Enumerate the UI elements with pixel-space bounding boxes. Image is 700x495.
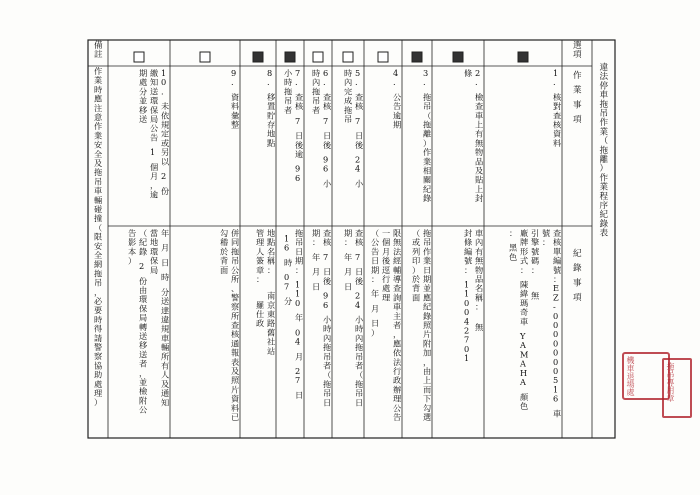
row-6-item: 6 . 查核 7 日後 9 6 小: [323, 68, 332, 189]
row-10-checkbox[interactable]: [134, 52, 144, 62]
row-10-item: 期處分並移送: [139, 68, 148, 124]
row-5-item: 5 . 查核 7 日後 2 4 小: [355, 68, 364, 189]
row-2-checkbox[interactable]: [453, 52, 463, 62]
row-2-item: 條: [464, 68, 473, 78]
row-8-record: 地點名稱： 南京東路舊社站: [267, 228, 276, 356]
row-6-record: 查核 7 日後 9 6 小時內拖吊者（拖吊日: [323, 228, 332, 408]
row-10-record: 當地環保局: [150, 228, 159, 275]
row-4-item: 4 . 公告逾期: [393, 68, 402, 130]
row-1-item: 1 . 核對查核資料: [553, 68, 562, 148]
row-8-item: 8 . 移置貯存地點: [267, 68, 276, 148]
row-3-item: 3 . 拖吊（拖離）作業相關紀錄: [423, 68, 432, 204]
header-record: 紀 錄 事 項: [573, 249, 582, 304]
row-6-record: 期： 年 月 日: [312, 228, 321, 292]
row-9-checkbox[interactable]: [200, 52, 210, 62]
row-4-record: 一個月後逕行處理: [382, 228, 391, 303]
row-7-item: 小時拖吊者: [284, 68, 293, 115]
row-10-record: （紀錄 2 份由環保局轉送移送者，並檢附公: [139, 228, 148, 415]
row-1-checkbox[interactable]: [518, 52, 528, 62]
header-seq: 選項: [573, 41, 582, 61]
row-4-record: （公告日期： 年 月 日）: [371, 228, 380, 338]
row-10-record: 告影本）: [128, 228, 137, 266]
row-1-record: 引擎號碼： 無: [531, 228, 540, 301]
row-10-record: 年 月 日 時 分送達違規車輛所有人及通知: [161, 228, 170, 408]
row-3-checkbox[interactable]: [412, 52, 422, 62]
note-text: 作業時應注意作業安全及拖吊車輛碰撞（限安全網拖吊，必要時得請警察協助處理）: [94, 66, 103, 408]
row-5-checkbox[interactable]: [343, 52, 353, 62]
row-7-checkbox[interactable]: [285, 52, 295, 62]
row-10-item: 繳知送環保局公告 1 個月，逾: [150, 68, 159, 200]
row-7-record: 1 6 時 0 7 分: [284, 233, 293, 307]
row-3-record: （或列印）於背面: [412, 228, 421, 303]
row-1-record: ： 黑色: [509, 228, 518, 262]
row-9-item: 9 . 資料彙整: [231, 68, 240, 130]
header-items: 作 業 事 項: [573, 71, 582, 126]
row-1-record: 號：: [542, 228, 551, 248]
row-6-item: 時內拖吊者: [312, 68, 321, 115]
note-label: 備註: [94, 41, 103, 61]
red-seal-stamp-b: [662, 358, 692, 418]
row-4-record: 限無法經輔導查詢車主者，應依法行政辦理公告: [393, 228, 402, 422]
row-2-item: 2 . 檢查車上有無物品及貼上封: [475, 68, 484, 204]
row-2-record: 車內有無物品名稱： 無: [475, 228, 484, 332]
form-title: 違法停車拖吊作業（拖離）作業程序紀錄表: [599, 63, 609, 239]
row-5-item: 時內完成拖吊: [344, 68, 353, 124]
row-7-item: 7 . 查核 7 日後逾 9 6: [295, 68, 304, 183]
stamp-b-text: 拖吊專用章: [666, 362, 675, 402]
row-3-record: 拖吊作業日期並應紀錄照片附加，由上而下勾選: [423, 228, 432, 422]
row-5-record: 期： 年 月 日: [344, 228, 353, 292]
row-1-record: 廠牌形式： 陳緯瑪奇車 Y A M A H A 顏色: [520, 228, 529, 411]
row-2-record: 封條編號： 1 1 0 0 4 2 7 0 1: [464, 228, 473, 364]
row-5-record: 查核 7 日後 2 4 小時內拖吊者（拖吊日: [355, 228, 364, 408]
row-1-record: 查核單編號： E Z -0 0 0 0 0 0 0 5 1 6 車: [553, 228, 562, 419]
row-10-item: 1 0 . 未依規定或另以 2 份: [161, 68, 170, 196]
row-8-record: 管理人簽章： 羅仕政: [256, 228, 265, 329]
row-4-checkbox[interactable]: [378, 52, 388, 62]
row-7-record: 拖吊日期： 1 1 0 年 0 4 月 2 7 日: [295, 228, 304, 400]
row-9-record: 併同拖吊公所、警察所查核通報表及照片資料已: [231, 228, 240, 422]
stamp-a-text: 機車退場處: [626, 356, 635, 396]
row-8-checkbox[interactable]: [253, 52, 263, 62]
row-6-checkbox[interactable]: [313, 52, 323, 62]
row-9-record: 勾稽於背面: [220, 228, 229, 275]
